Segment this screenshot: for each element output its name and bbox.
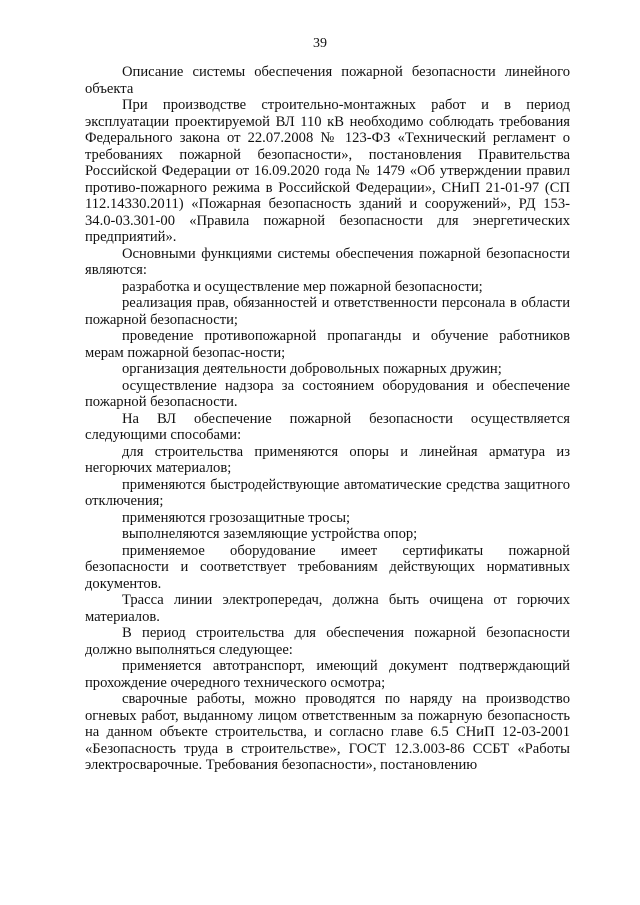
list-item: реализация прав, обязанностей и ответственности персонала в области пожарной безопасности; (85, 295, 570, 328)
list-item: организация деятельности добровольных пожарных дружин; (122, 361, 502, 377)
list-item: выполнеляются заземляющие устройства опор; (122, 526, 418, 542)
list-item: сварочные работы, можно проводятся по наряду на производство огневых работ, выданному лицом ответственным за пожарную безопасность на данном объекте строительства, и согласно главе 6.5 СНиП 12-03-2001 «Безопасность труда в строительстве», ГОСТ 12.3.003-86 ССБТ «Работы электросварочные. Требования безопасности», постановлению (85, 691, 570, 773)
list-item: проведение противопожарной пропаганды и обучение работников мерам пожарной безопас-ности; (85, 328, 570, 361)
list-item: для строительства применяются опоры и линейная арматура из негорючих материалов; (85, 443, 570, 476)
page-number: 39 (313, 36, 327, 51)
list-item: применяется автотранспорт, имеющий документ подтверждающий прохождение очередного технического осмотра; (85, 658, 570, 691)
paragraph-regulations: При производстве строительно-монтажных работ и в период эксплуатации проектируемой ВЛ 110 кВ необходимо соблюдать требования Федерального закона от 22.07.2008 № 123-ФЗ «Технический регламент о требованиях пожарной безопасности», постановления Правительства Российской Федерации от 16.09.2020 года № 1479 «Об утверждении правил противо-пожарного режима в Российской Федерации», СНиП 21-01-97 (СП 112.14330.2011) «Пожарная безопасность зданий и сооружений», РД 153-34.0-03.301-00 «Правила пожарной безопасности для энергетических предприятий». (85, 97, 570, 245)
paragraph-route-clearing: Трасса линии электропередач, должна быть очищена от горючих материалов. (85, 592, 570, 625)
list-item: применяются быстродействующие автоматические средства защитного отключения; (85, 476, 570, 509)
section-heading: Описание системы обеспечения пожарной безопасности линейного объекта (85, 64, 570, 97)
document-body (85, 64, 570, 774)
list-item: разработка и осуществление мер пожарной безопасности; (122, 278, 483, 295)
list-item: применяемое оборудование имеет сертификаты пожарной безопасности и соответствует требованиям действующих нормативных документов. (85, 542, 570, 592)
paragraph-methods-intro: На ВЛ обеспечение пожарной безопасности осуществляется следующими способами: (85, 410, 570, 443)
list-item: осуществление надзора за состоянием оборудования и обеспечение пожарной безопасности. (85, 377, 570, 410)
list-item: применяются грозозащитные тросы; (122, 509, 351, 526)
paragraph-construction-intro: В период строительства для обеспечения пожарной безопасности должно выполняться следующее: (85, 625, 570, 658)
paragraph-functions-intro: Основными функциями системы обеспечения пожарной безопасности являются: (85, 245, 570, 278)
